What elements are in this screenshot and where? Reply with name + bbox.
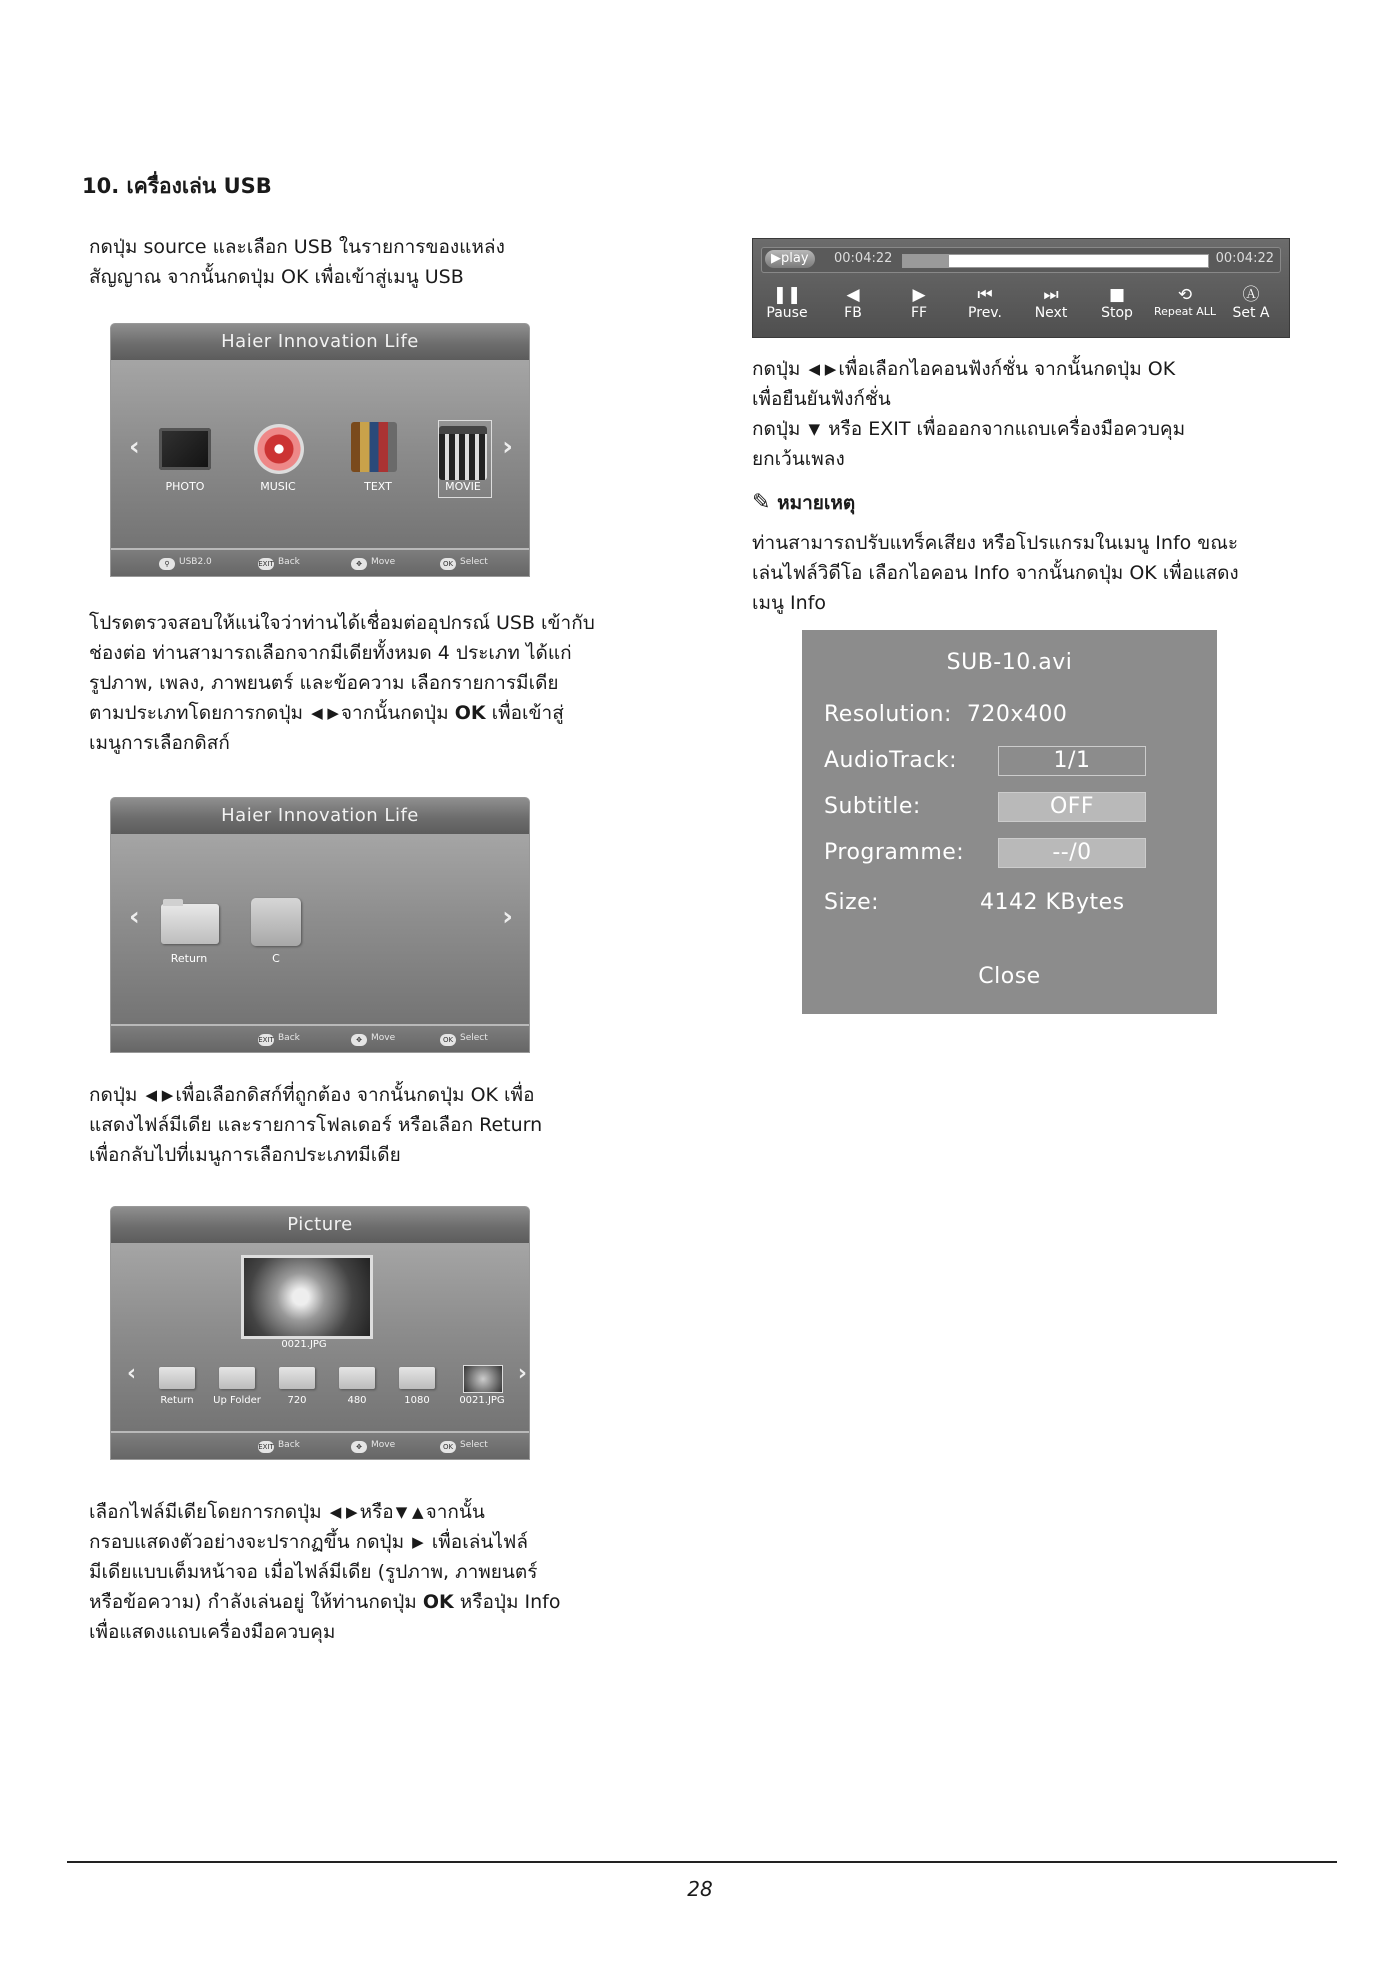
- down-up-arrows-icon: ▼ ▲: [395, 1503, 424, 1521]
- size-value: 4142 KBytes: [980, 890, 1125, 915]
- move-hint: ✥ Move: [351, 1440, 395, 1453]
- fast-forward-button[interactable]: ▶ FF: [891, 285, 947, 321]
- right-arrow-icon[interactable]: ›: [502, 902, 513, 932]
- photo-label: PHOTO: [165, 480, 205, 493]
- section-heading: 10. เครื่องเล่น USB: [82, 174, 272, 198]
- screen-title: Haier Innovation Life: [111, 798, 529, 834]
- folder-icon[interactable]: [399, 1367, 435, 1389]
- text-line: เล่นไฟล์วิดีโอ เลือกไอคอน Info จากนั้นกดปุ่ม OK เพื่อแสดง: [752, 562, 1239, 584]
- pause-button[interactable]: ❚❚ Pause: [759, 285, 815, 321]
- back-hint: EXIT Back: [258, 1440, 300, 1451]
- text-line: เพื่อแสดงแถบเครื่องมือควบคุม: [89, 1621, 336, 1643]
- previous-icon: ⏮: [977, 285, 993, 305]
- note-heading: ✎ หมายเหตุ: [752, 490, 856, 515]
- drive-c-label: C: [272, 952, 280, 965]
- usb-icon: ⚲: [159, 558, 175, 570]
- text-line: เมนูการเลือกดิสก์: [89, 732, 230, 754]
- progress-track[interactable]: [902, 254, 1209, 268]
- text-line: กดปุ่ม ▼ หรือ EXIT เพื่อออกจากแถบเครื่องมือควบคุม: [752, 414, 1185, 444]
- pause-icon: ❚❚: [772, 285, 802, 305]
- down-arrow-icon: ▼: [808, 420, 821, 438]
- right-arrow-icon: ▶: [412, 1533, 424, 1551]
- text-line: เพื่อกลับไปที่เมนูการเลือกประเภทมีเดีย: [89, 1144, 401, 1166]
- progress-fill: [903, 255, 949, 267]
- note-paragraph: [752, 528, 1239, 618]
- back-hint: EXIT Back: [258, 1033, 300, 1044]
- progress-row: [761, 247, 1281, 273]
- size-label: Size:: [824, 890, 880, 915]
- screen-footer: [111, 548, 529, 576]
- movie-label: MOVIE: [445, 480, 481, 493]
- screen-title: Haier Innovation Life: [111, 324, 529, 360]
- folder-icon[interactable]: [279, 1367, 315, 1389]
- control-bar-paragraph: [752, 354, 1185, 474]
- total-time: 00:04:22: [1215, 251, 1274, 266]
- text-line: กรอบแสดงตัวอย่างจะปรากฏขึ้น กดปุ่ม ▶ เพื่อเล่นไฟล์: [89, 1527, 560, 1557]
- subtitle-label: Subtitle:: [824, 794, 921, 819]
- next-icon: ⏭: [1043, 285, 1059, 305]
- playback-paragraph: [89, 1497, 560, 1647]
- text-line: แสดงไฟล์มีเดีย และรายการโฟลเดอร์ หรือเลือก Return: [89, 1114, 543, 1136]
- move-icon: ✥: [351, 1034, 367, 1046]
- text-line: สัญญาณ จากนั้นกดปุ่ม OK เพื่อเข้าสู่เมนู USB: [89, 266, 464, 288]
- text-line: เมนู Info: [752, 592, 827, 614]
- right-arrow-icon[interactable]: ›: [517, 1361, 527, 1386]
- stop-icon: ■: [1108, 285, 1126, 305]
- return-label: Return: [160, 1395, 194, 1406]
- move-hint: ✥ Move: [351, 1033, 395, 1046]
- left-arrow-icon[interactable]: ‹: [129, 902, 140, 932]
- audiotrack-value[interactable]: 1/1: [998, 746, 1146, 776]
- move-icon: ✥: [351, 1441, 367, 1453]
- drive-c-icon[interactable]: [251, 898, 301, 946]
- text-line: ตามประเภทโดยการกดปุ่ม ◀ ▶ จากนั้นกดปุ่ม OK เพื่อเข้าสู่: [89, 698, 595, 728]
- image-file-label: 0021.JPG: [459, 1395, 505, 1406]
- folder-icon[interactable]: [339, 1367, 375, 1389]
- text-line: ยกเว้นเพลง: [752, 448, 845, 470]
- select-hint: OK Select: [440, 557, 488, 570]
- footer-rule: [67, 1861, 1337, 1863]
- left-arrow-icon[interactable]: ‹: [127, 1361, 137, 1386]
- resolution-row: Resolution: 720x400: [824, 702, 1068, 727]
- stop-button[interactable]: ■ Stop: [1089, 285, 1145, 321]
- text-line: หรือข้อความ) กำลังเล่นอยู่ ให้ท่านกดปุ่ม OK หรือปุ่ม Info: [89, 1591, 561, 1613]
- text-line: กดปุ่ม ◀ ▶ เพื่อเลือกไอคอนฟังก์ชั่น จากนั้นกดปุ่ม OK: [752, 354, 1185, 384]
- screen-title: Picture: [111, 1207, 529, 1243]
- text-line: เพื่อยืนยันฟังก์ชั่น: [752, 388, 891, 410]
- intro-paragraph: [89, 232, 505, 292]
- next-button[interactable]: ⏭ Next: [1023, 285, 1079, 321]
- disk-selection-screenshot: [111, 798, 529, 1052]
- move-icon: ✥: [351, 558, 367, 570]
- previous-button[interactable]: ⏮ Prev.: [957, 285, 1013, 321]
- preview-filename: 0021.JPG: [281, 1339, 327, 1350]
- close-button[interactable]: Close: [978, 964, 1041, 989]
- left-arrow-icon[interactable]: ‹: [129, 432, 140, 462]
- selection-frame: [438, 420, 492, 498]
- return-folder-icon[interactable]: [161, 904, 219, 944]
- text-line: ช่องต่อ ท่านสามารถเลือกจากมีเดียทั้งหมด 4 ประเภท ได้แก่: [89, 642, 572, 664]
- left-right-arrows-icon: ◀ ▶: [808, 360, 837, 378]
- return-folder-icon[interactable]: [159, 1367, 195, 1389]
- folder-label: 480: [347, 1395, 367, 1406]
- audiotrack-label: AudioTrack:: [824, 748, 958, 773]
- music-icon[interactable]: [254, 424, 304, 474]
- text-label: TEXT: [364, 480, 392, 493]
- screen-footer: [111, 1024, 529, 1052]
- folder-label: 1080: [404, 1395, 430, 1406]
- return-label: Return: [170, 952, 208, 965]
- usb-media-menu-screenshot: [111, 324, 529, 576]
- playback-control-bar: [752, 238, 1290, 338]
- programme-label: Programme:: [824, 840, 965, 865]
- select-hint: OK Select: [440, 1033, 488, 1046]
- text-line: ท่านสามารถปรับแทร็คเสียง หรือโปรแกรมในเมนู Info ขณะ: [752, 532, 1239, 554]
- up-folder-icon[interactable]: [219, 1367, 255, 1389]
- picture-browser-screenshot: [111, 1207, 529, 1459]
- pencil-icon: ✎: [752, 490, 771, 515]
- left-right-arrows-icon: ◀ ▶: [329, 1503, 358, 1521]
- elapsed-time: 00:04:22: [834, 251, 893, 266]
- right-arrow-icon[interactable]: ›: [502, 432, 513, 462]
- play-status: ▶play: [765, 250, 815, 268]
- text-line: รูปภาพ, เพลง, ภาพยนตร์ และข้อความ เลือกรายการมีเดีย: [89, 672, 559, 694]
- back-hint: EXIT Back: [258, 557, 300, 568]
- text-line: กดปุ่ม ◀ ▶ เพื่อเลือกดิสก์ที่ถูกต้อง จากนั้นกดปุ่ม OK เพื่อ: [89, 1080, 542, 1110]
- text-line: มีเดียแบบเต็มหน้าจอ เมื่อไฟล์มีเดีย (รูปภาพ, ภาพยนตร์: [89, 1561, 538, 1583]
- info-dialog: [802, 630, 1217, 1014]
- subtitle-value[interactable]: OFF: [998, 792, 1146, 822]
- select-hint: OK Select: [440, 1440, 488, 1453]
- folder-label: 720: [287, 1395, 307, 1406]
- left-right-arrows-icon: ◀ ▶: [145, 1086, 174, 1104]
- forward-icon: ▶: [912, 285, 926, 305]
- music-label: MUSIC: [260, 480, 296, 493]
- screen-footer: [111, 1431, 529, 1459]
- repeat-icon: ⟲: [1177, 285, 1193, 305]
- move-hint: ✥ Move: [351, 557, 395, 570]
- ab-repeat-icon: Ⓐ: [1242, 285, 1260, 305]
- left-right-arrows-icon: ◀ ▶: [311, 704, 339, 722]
- image-file-icon[interactable]: [463, 1365, 503, 1393]
- fast-backward-button[interactable]: ◀ FB: [825, 285, 881, 321]
- disk-paragraph: [89, 1080, 542, 1170]
- text-line: โปรดตรวจสอบให้แน่ใจว่าท่านได้เชื่อมต่ออุปกรณ์ USB เข้ากับ: [89, 612, 595, 634]
- media-type-paragraph: [89, 608, 595, 758]
- text-line: เลือกไฟล์มีเดียโดยการกดปุ่ม ◀ ▶ หรือ ▼ ▲ จากนั้น: [89, 1497, 560, 1527]
- up-folder-label: Up Folder: [213, 1395, 261, 1406]
- text-icon[interactable]: [351, 422, 397, 472]
- photo-icon[interactable]: [159, 428, 211, 470]
- repeat-button[interactable]: ⟲ Repeat ALL: [1154, 285, 1216, 318]
- rewind-icon: ◀: [846, 285, 860, 305]
- set-a-button[interactable]: Ⓐ Set A: [1223, 285, 1279, 321]
- text-line: กดปุ่ม source และเลือก USB ในรายการของแหล่ง: [89, 236, 505, 258]
- page-number: 28: [687, 1877, 713, 1901]
- programme-value[interactable]: --/0: [998, 838, 1146, 868]
- info-filename: SUB-10.avi: [946, 650, 1073, 675]
- usb-hint: ⚲ USB2.0: [159, 557, 212, 570]
- preview-thumbnail: [241, 1255, 373, 1339]
